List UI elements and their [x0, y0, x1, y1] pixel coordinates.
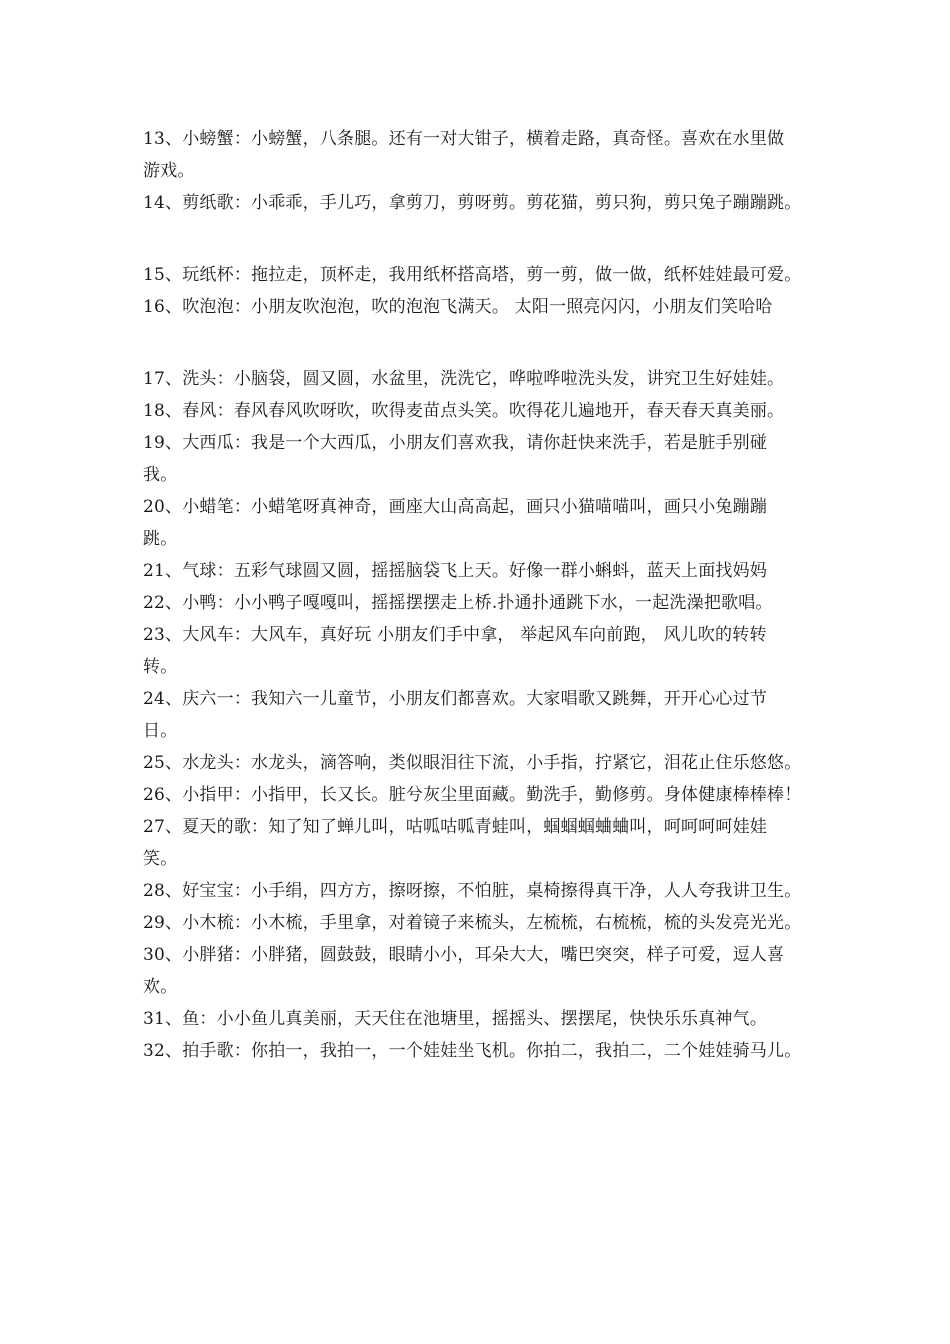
text-line: 15、玩纸杯：拖拉走，顶杯走，我用纸杯搭高塔，剪一剪，做一做，纸杯娃娃最可爱。: [143, 265, 802, 285]
text-line: 日。: [143, 721, 178, 741]
text-line: 欢。: [143, 977, 178, 997]
text-line: 29、小木梳：小木梳，手里拿，对着镜子来梳头，左梳梳，右梳梳，梳的头发亮光光。: [143, 913, 802, 933]
text-line: 13、小螃蟹：小螃蟹，八条腿。还有一对大钳子，横着走路，真奇怪。喜欢在水里做: [143, 129, 785, 149]
text-line: 25、水龙头：水龙头，滴答响，类似眼泪往下流，小手指，拧紧它，泪花止住乐悠悠。: [143, 753, 802, 773]
text-line: 16、吹泡泡：小朋友吹泡泡，吹的泡泡飞满天。 太阳一照亮闪闪，小朋友们笑哈哈: [143, 297, 773, 317]
text-line: 19、大西瓜：我是一个大西瓜，小朋友们喜欢我，请你赶快来洗手，若是脏手别碰: [143, 433, 768, 453]
text-line: 我。: [143, 465, 178, 485]
text-line: 18、春风：春风春风吹呀吹，吹得麦苗点头笑。吹得花儿遍地开，春天春天真美丽。: [143, 401, 785, 421]
text-line: 24、庆六一：我知六一儿童节，小朋友们都喜欢。大家唱歌又跳舞，开开心心过节: [143, 689, 768, 709]
text-line: 14、剪纸歌：小乖乖，手儿巧，拿剪刀，剪呀剪。剪花猫，剪只狗，剪只兔子蹦蹦跳。: [143, 193, 802, 213]
text-line: 23、大风车：大风车，真好玩 小朋友们手中拿， 举起风车向前跑， 风儿吹的转转: [143, 625, 767, 645]
text-line: 转。: [143, 657, 178, 677]
text-line: 游戏。: [143, 161, 195, 181]
text-line: 26、小指甲：小指甲，长又长。脏兮灰尘里面藏。勤洗手，勤修剪。身体健康棒棒棒！: [143, 785, 802, 805]
text-line: 30、小胖猪：小胖猪，圆鼓鼓，眼睛小小，耳朵大大，嘴巴突突，样子可爱，逗人喜: [143, 945, 785, 965]
text-line: 17、洗头：小脑袋，圆又圆，水盆里，洗洗它，哗啦哗啦洗头发，讲究卫生好娃娃。: [143, 369, 785, 389]
blank-line: [143, 219, 823, 259]
text-line: 32、拍手歌：你拍一，我拍一，一个娃娃坐飞机。你拍二，我拍二，二个娃娃骑马儿。: [143, 1041, 802, 1061]
text-line: 28、好宝宝：小手绢，四方方，擦呀擦，不怕脏，桌椅擦得真干净，人人夸我讲卫生。: [143, 881, 802, 901]
blank-line: [143, 323, 823, 363]
text-line: 笑。: [143, 849, 178, 869]
document-body: [143, 123, 823, 1067]
text-line: 20、小蜡笔：小蜡笔呀真神奇，画座大山高高起，画只小猫喵喵叫，画只小兔蹦蹦: [143, 497, 768, 517]
text-line: 27、夏天的歌：知了知了蝉儿叫，咕呱咕呱青蛙叫，蝈蝈蝈蛐蛐叫，呵呵呵呵娃娃: [143, 817, 768, 837]
text-line: 31、鱼：小小鱼儿真美丽，天天住在池塘里，摇摇头、摆摆尾，快快乐乐真神气。: [143, 1009, 768, 1029]
text-line: 21、气球：五彩气球圆又圆，摇摇脑袋飞上天。好像一群小蝌蚪，蓝天上面找妈妈: [143, 561, 768, 581]
text-line: 22、小鸭：小小鸭子嘎嘎叫，摇摇摆摆走上桥.扑通扑通跳下水，一起洗澡把歌唱。: [143, 593, 773, 613]
text-line: 跳。: [143, 529, 178, 549]
